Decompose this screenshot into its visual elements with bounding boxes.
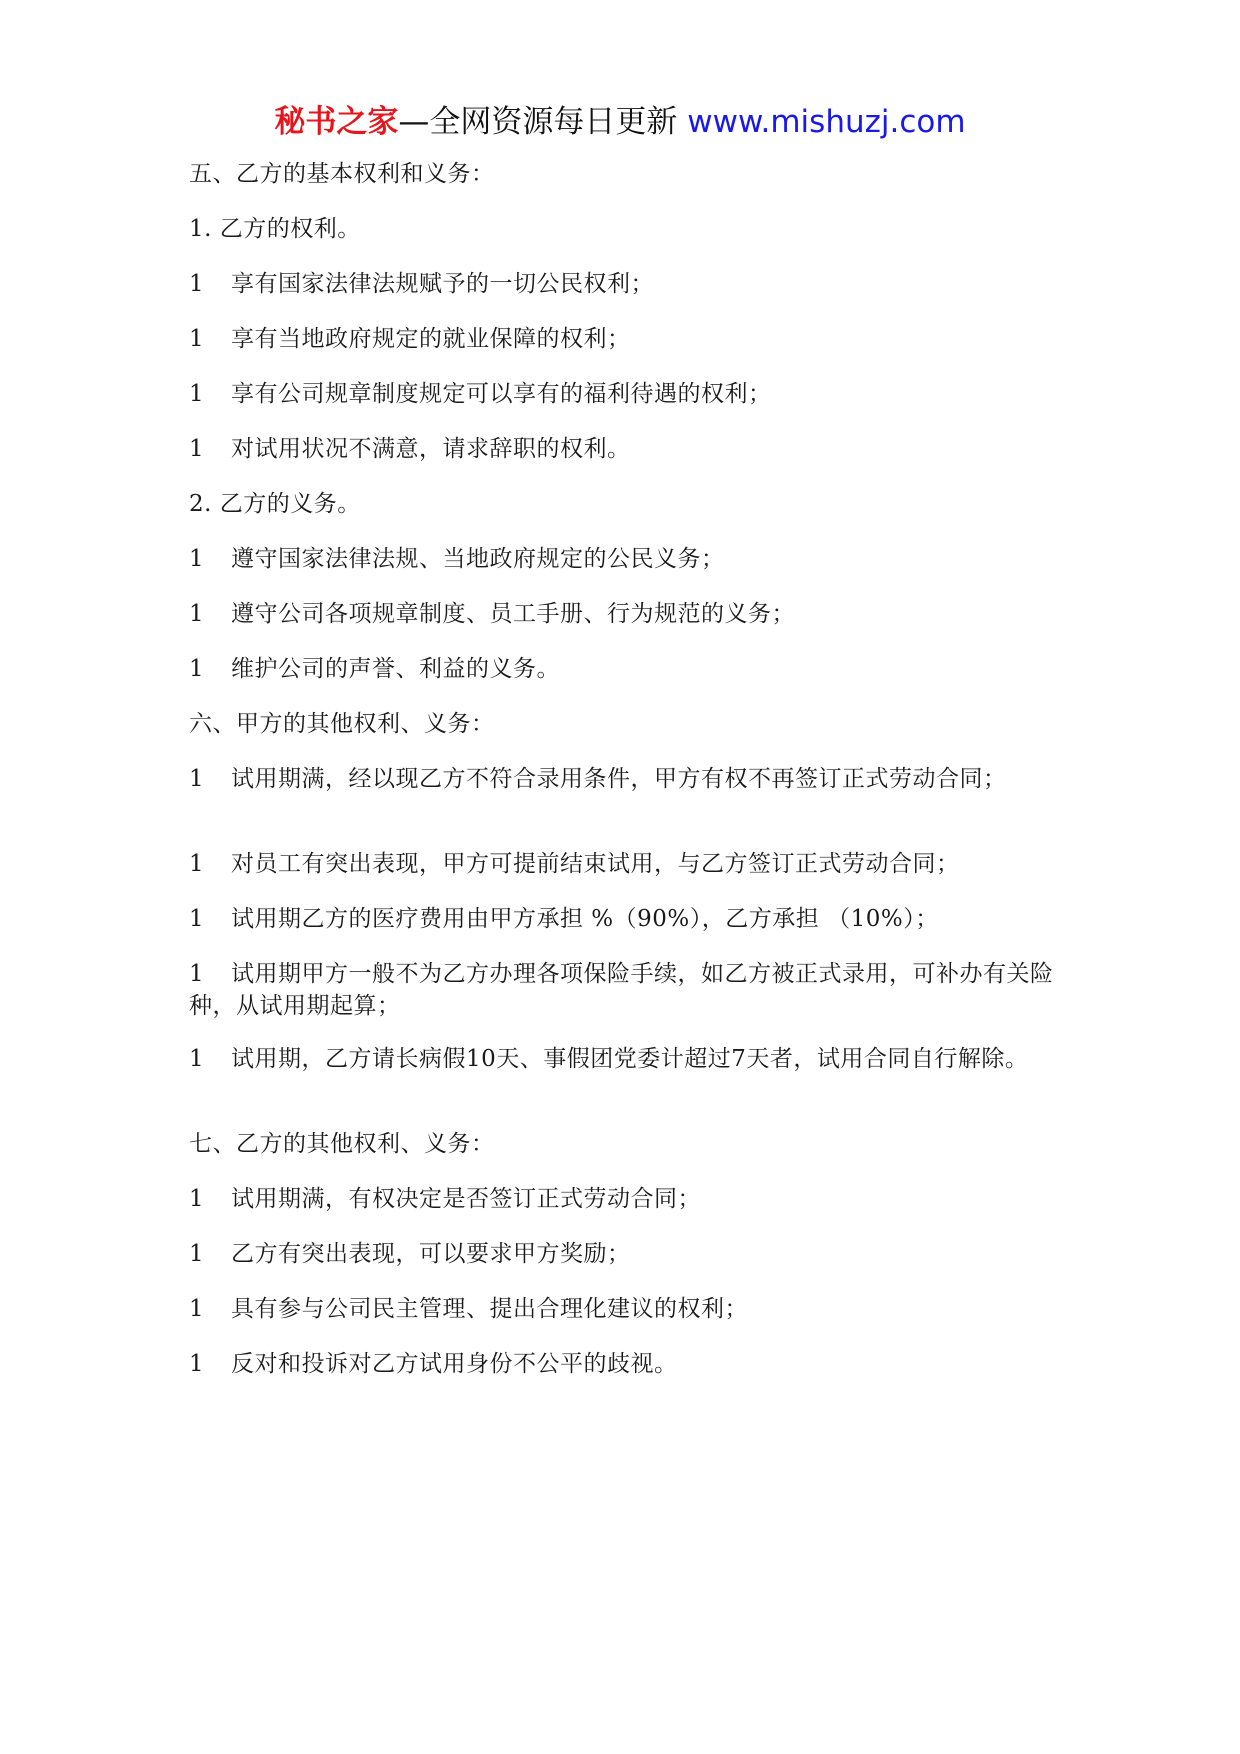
- list-item: 1 试用期，乙方请长病假10天、事假团党委计超过7天者，试用合同自行解除。: [189, 1046, 1029, 1072]
- list-item: 1 试用期甲方一般不为乙方办理各项保险手续，如乙方被正式录用，可补办有关险种，从试用期起算；: [189, 961, 1054, 1019]
- banner-url-link[interactable]: www.mishuzj.com: [687, 104, 966, 140]
- list-item: 1 享有国家法律法规赋予的一切公民权利；: [189, 271, 654, 297]
- list-item: 1 反对和投诉对乙方试用身份不公平的歧视。: [189, 1351, 678, 1377]
- section-heading: 五、乙方的基本权利和义务：: [189, 161, 495, 187]
- list-item: 1 维护公司的声誉、利益的义务。: [189, 656, 560, 682]
- list-item: 1 对员工有突出表现，甲方可提前结束试用，与乙方签订正式劳动合同；: [189, 851, 960, 877]
- banner-brand: 秘书之家: [274, 104, 399, 140]
- section-heading: 七、乙方的其他权利、义务：: [189, 1131, 495, 1157]
- list-item: 1 具有参与公司民主管理、提出合理化建议的权利；: [189, 1296, 748, 1322]
- list-item: 1 乙方有突出表现，可以要求甲方奖励；: [189, 1241, 631, 1267]
- list-item: 1 试用期满，经以现乙方不符合录用条件，甲方有权不再签订正式劳动合同；: [189, 766, 1007, 792]
- banner-slogan: 全网资源每日更新: [429, 104, 688, 140]
- list-item: 1 享有当地政府规定的就业保障的权利；: [189, 326, 631, 352]
- list-item: 1 遵守公司各项规章制度、员工手册、行为规范的义务；: [189, 601, 795, 627]
- banner-dash: —: [398, 104, 430, 140]
- section-heading: 六、甲方的其他权利、义务：: [189, 711, 495, 737]
- list-item: 1 试用期满，有权决定是否签订正式劳动合同；: [189, 1186, 701, 1212]
- list-item: 1 对试用状况不满意，请求辞职的权利。: [189, 436, 631, 462]
- list-item: 1 试用期乙方的医疗费用由甲方承担 %（90%），乙方承担 （10%）；: [189, 906, 939, 932]
- list-item: 1 遵守国家法律法规、当地政府规定的公民义务；: [189, 546, 725, 572]
- list-item: 1 享有公司规章制度规定可以享有的福利待遇的权利；: [189, 381, 772, 407]
- site-banner: [0, 102, 1240, 142]
- subsection-heading: 1. 乙方的权利。: [189, 216, 361, 242]
- subsection-heading: 2. 乙方的义务。: [189, 491, 361, 517]
